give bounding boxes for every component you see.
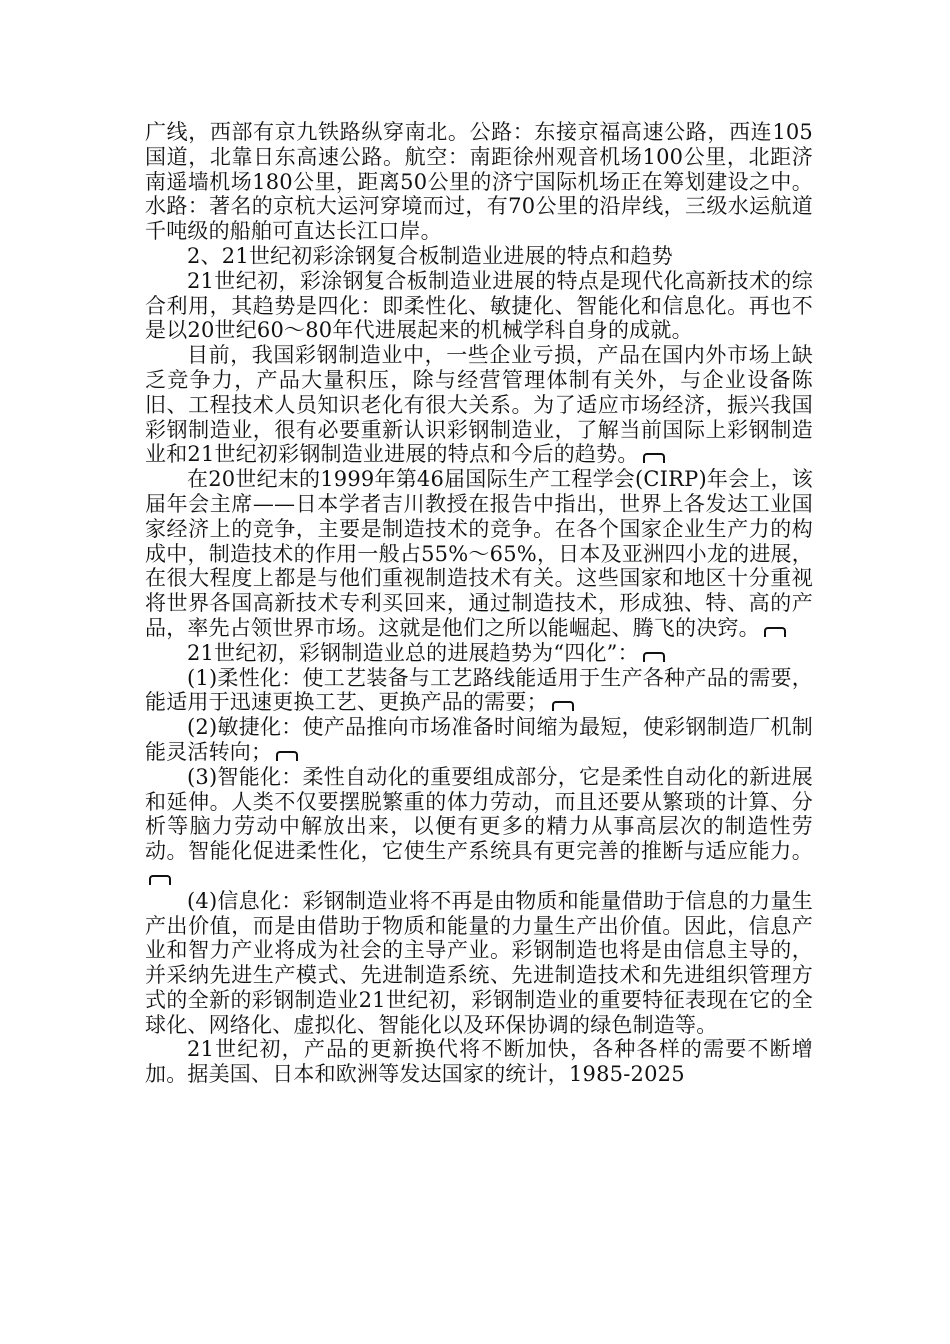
paragraph-mark-icon <box>764 627 786 637</box>
list-item-intelligent-text: (3)智能化：柔性自动化的重要组成部分，它是柔性自动化的新进展和延伸。人类不仅要摆脱繁重的体力劳动，而且还要从繁琐的计算、分析等脑力劳动中解放出来，以便有更多的精力从事高层次的制造性劳动。智能化促进柔性化，它使生产系统具有更完善的推断与适应能力。 <box>145 764 813 864</box>
paragraph-11-text: 21世纪初，产品的更新换代将不断加快，各种各样的需要不断增加。据美国、日本和欧洲等发达国家的统计，1985-2025 <box>145 1037 813 1087</box>
paragraph-mark-icon <box>276 751 298 761</box>
list-item-agile-text: (2)敏捷化：使产品推向市场准备时间缩为最短，使彩钢制造厂机制能灵活转向； <box>145 715 813 764</box>
paragraph-4 <box>145 343 813 467</box>
paragraph-4-text: 目前，我国彩钢制造业中，一些企业亏损，产品在国内外市场上缺乏竞争力，产品大量积压，除与经营管理体制有关外，与企业设备陈旧、工程技术人员知识老化有很大关系。为了适应市场经济，振兴我国彩钢制造业，很有必要重新认识彩钢制造业，了解当前国际上彩钢制造业和21世纪初彩钢制造业进展的特点和今后的趋势。 <box>145 343 813 467</box>
list-item-information <box>145 889 813 1038</box>
paragraph-3 <box>145 269 813 343</box>
list-item-flexible-text: (1)柔性化：使工艺装备与工艺路线能适用于生产各种产品的需要，能适用于迅速更换工艺、更换产品的需要； <box>145 665 813 715</box>
paragraph-1-text: 广线，西部有京九铁路纵穿南北。公路：东接京福高速公路，西连105国道，北靠日东高速公路。航空：南距徐州观音机场100公里，北距济南遥墙机场180公里，距离50公里的济宁国际机场正在筹划建设之中。水路：著名的京杭大运河穿境而过，有70公里的沿岸线，三级水运航道千吨级的船舶可直达长江口岸。 <box>145 120 813 244</box>
list-item-information-text: (4)信息化：彩钢制造业将不再是由物质和能量借助于信息的力量生产出价值，而是由借助于物质和能量的力量生产出价值。因此，信息产业和智力产业将成为社会的主导产业。彩钢制造也将是由信息主导的，并采纳先进生产模式、先进制造系统、先进制造技术和先进组织管理方式的全新的彩钢制造业21世纪初，彩钢制造业的重要特征表现在它的全球化、网络化、虚拟化、智能化以及环保协调的绿色制造等。 <box>145 888 813 1037</box>
document-page <box>145 120 813 1087</box>
paragraph-mark-icon <box>149 875 171 885</box>
section-heading <box>145 244 813 269</box>
list-item-agile <box>145 715 813 765</box>
paragraph-mark-icon <box>643 453 665 463</box>
paragraph-6-text: 21世纪初，彩钢制造业总的进展趋势为“四化”： <box>187 640 639 665</box>
paragraph-6 <box>145 641 813 666</box>
section-heading-text: 2、21世纪初彩涂钢复合板制造业进展的特点和趋势 <box>187 243 673 268</box>
paragraph-1 <box>145 120 813 244</box>
paragraph-5 <box>145 467 813 641</box>
list-item-flexible <box>145 666 813 716</box>
list-item-intelligent <box>145 765 813 889</box>
paragraph-3-text: 21世纪初，彩涂钢复合板制造业进展的特点是现代化高新技术的综合利用，其趋势是四化：即柔性化、敏捷化、智能化和信息化。再也不是以20世纪60～80年代进展起来的机械学科自身的成就。 <box>145 268 813 343</box>
paragraph-mark-icon <box>643 652 665 662</box>
paragraph-5-text: 在20世纪末的1999年第46届国际生产工程学会(CIRP)年会上，该届年会主席——日本学者吉川教授在报告中指出，世界上各发达工业国家经济上的竞争，主要是制造技术的竞争。在各个国家企业生产力的构成中，制造技术的作用一般占55%～65%，日本及亚洲四小龙的进展，在很大程度上都是与他们重视制造技术有关。这些国家和地区十分重视将世界各国高新技术专利买回来，通过制造技术，形成独、特、高的产品，率先占领世界市场。这就是他们之所以能崛起、腾飞的决窍。 <box>145 467 813 640</box>
paragraph-11 <box>145 1037 813 1087</box>
paragraph-mark-icon <box>552 701 574 711</box>
